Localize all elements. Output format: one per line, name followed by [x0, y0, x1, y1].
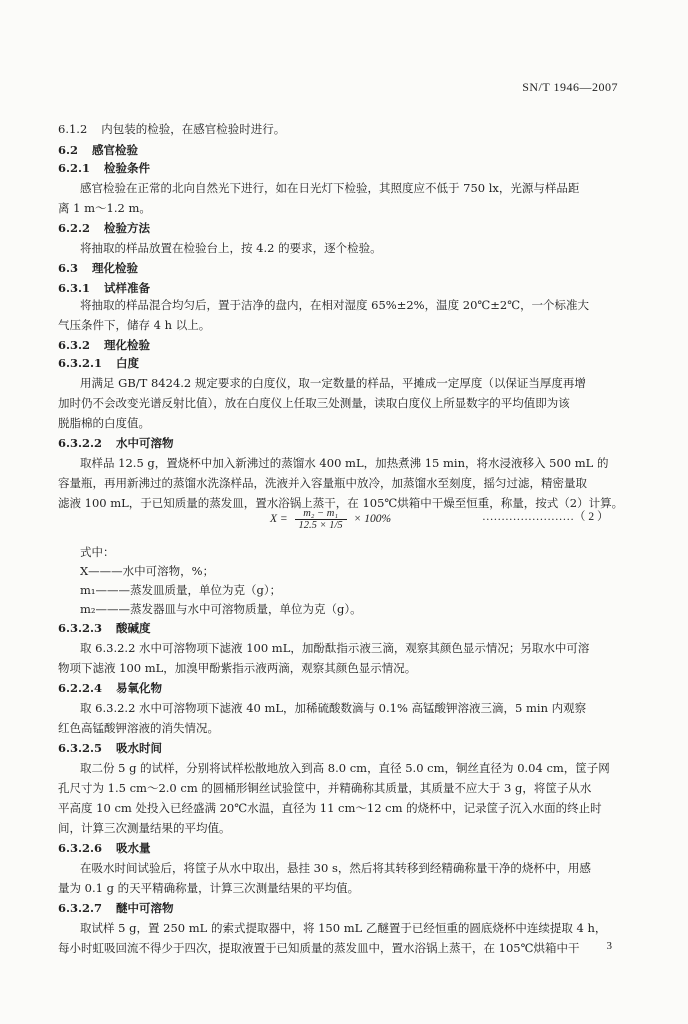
section-heading — [58, 680, 624, 696]
formula-numerator: m₂ − m₁ — [295, 508, 347, 520]
paragraph-line — [58, 780, 624, 796]
paragraph-line — [80, 860, 625, 876]
formula-fraction — [295, 508, 347, 531]
paragraph-line — [80, 640, 625, 656]
line-text: 离 1 m～1.2 m。 — [58, 201, 151, 215]
paragraph-line — [80, 375, 625, 391]
line-text: 检验条件 — [104, 161, 151, 175]
paragraph-line — [58, 800, 624, 816]
section-heading — [58, 337, 624, 353]
section-number: 6.1.2 — [58, 122, 88, 136]
line-text: 用满足 GB/T 8424.2 规定要求的白度仪，取一定数量的样品，平摊成一定厚度（以保证当厚度再增 — [80, 376, 586, 390]
section-number: 6.3.2.3 — [58, 621, 103, 635]
line-text: 醚中可溶物 — [116, 901, 174, 915]
paragraph-line — [58, 121, 624, 137]
section-heading — [58, 160, 624, 176]
paragraph-line — [80, 240, 625, 256]
section-number: 6.3 — [58, 261, 79, 275]
paragraph-line — [80, 544, 625, 560]
line-text: 在吸水时间试验后，将筐子从水中取出，悬挂 30 s，然后将其转移到经精确称量干净的烧杯中，用感 — [80, 861, 591, 875]
paragraph-line — [58, 475, 624, 491]
line-text: m₂———蒸发器皿与水中可溶物质量，单位为克（g）。 — [80, 602, 362, 616]
section-number: 6.2.2.4 — [58, 681, 103, 695]
line-text: 试样准备 — [104, 281, 151, 295]
section-number: 6.3.2.5 — [58, 741, 103, 755]
line-text: 取 6.3.2.2 水中可溶物项下滤液 40 mL，加稀硫酸数滴与 0.1% 高锰酸钾溶液三滴，5 min 内观察 — [80, 701, 587, 715]
line-text: m₁———蒸发皿质量，单位为克（g）； — [80, 583, 282, 597]
section-number: 6.3.2.6 — [58, 841, 103, 855]
line-text: 将抽取的样品混合均匀后，置于洁净的盘内，在相对湿度 65%±2%，温度 20℃±2℃，一个标准大 — [80, 298, 590, 312]
paragraph-line — [80, 563, 625, 579]
section-heading — [58, 280, 624, 296]
line-text: 酸碱度 — [116, 621, 151, 635]
paragraph-line — [58, 200, 624, 216]
line-text: 易氧化物 — [116, 681, 163, 695]
section-number: 6.3.2.2 — [58, 436, 103, 450]
line-text: 取二份 5 g 的试样，分别将试样松散地放入到高 8.0 cm，直径 5.0 cm，铜丝直径为 0.04 cm，筐子网 — [80, 761, 610, 775]
section-heading — [58, 260, 624, 276]
paragraph-line — [58, 720, 624, 736]
paragraph-line — [58, 940, 624, 956]
section-number: 6.2.1 — [58, 161, 91, 175]
paragraph-line — [80, 760, 625, 776]
section-number: 6.3.2.1 — [58, 356, 103, 370]
formula-factor: × 100% — [353, 513, 392, 526]
formula-number: ……………………（ 2 ） — [482, 511, 609, 523]
paragraph-line — [58, 880, 624, 896]
line-text: 检验方法 — [104, 221, 151, 235]
line-text: 每小时虹吸回流不得少于四次，提取液置于已知质量的蒸发皿中，置水浴锅上蒸干，在 105℃烘箱中干 — [58, 941, 580, 955]
section-number: 6.3.2.7 — [58, 901, 103, 915]
paragraph-line — [80, 920, 625, 936]
line-text: 间，计算三次测量结果的平均值。 — [58, 821, 231, 835]
section-number: 6.3.2 — [58, 338, 91, 352]
line-text: 吸水量 — [116, 841, 151, 855]
line-text: 感官检验 — [92, 143, 139, 157]
section-heading — [58, 220, 624, 236]
section-heading — [58, 620, 624, 636]
section-heading — [58, 355, 624, 371]
line-text: 加时仍不会改变光谱反射比值），放在白度仪上任取三处测量，读取白度仪上所显数字的平均值即为该 — [58, 396, 570, 410]
line-text: 水中可溶物 — [116, 436, 174, 450]
formula-lhs: X — [270, 513, 278, 526]
section-heading — [58, 142, 624, 158]
line-text: 吸水时间 — [116, 741, 163, 755]
formula-denominator: 12.5 × 1/5 — [298, 520, 343, 531]
line-text: 滤液 100 mL，于已知质量的蒸发皿，置水浴锅上蒸干，在 105℃烘箱中干燥至恒重，称量，按式（2）计算。 — [58, 496, 624, 510]
document-header: SN/T 1946—2007 — [522, 80, 618, 94]
line-text: 取样品 12.5 g，置烧杯中加入新沸过的蒸馏水 400 mL，加热煮沸 15 min，将水浸液移入 500 mL 的 — [80, 456, 609, 470]
section-number: 6.3.1 — [58, 281, 91, 295]
line-text: 孔尺寸为 1.5 cm～2.0 cm 的圆桶形铜丝试验筐中，并精确称其质量，其质量不应大于 3 g，将筐子从水 — [58, 781, 592, 795]
section-heading — [58, 900, 624, 916]
line-text: 物项下滤液 100 mL，加溴甲酚紫指示液两滴，观察其颜色显示情况。 — [58, 661, 417, 675]
paragraph-line — [80, 297, 625, 313]
line-text: 量为 0.1 g 的天平精确称量，计算三次测量结果的平均值。 — [58, 881, 360, 895]
paragraph-line — [58, 660, 624, 676]
line-text: 式中： — [80, 545, 115, 559]
line-text: 红色高锰酸钾溶液的消失情况。 — [58, 721, 219, 735]
section-number: 6.2.2 — [58, 221, 91, 235]
formula-2 — [270, 508, 391, 531]
paragraph-line — [80, 582, 625, 598]
formula-eq: = — [279, 513, 288, 526]
section-heading — [58, 435, 624, 451]
line-text: 取 6.3.2.2 水中可溶物项下滤液 100 mL，加酚酞指示液三滴，观察其颜色显示情况；另取水中可溶 — [80, 641, 590, 655]
line-text: 取试样 5 g，置 250 mL 的索式提取器中，将 150 mL 乙醚置于已经恒重的圆底烧杯中连续提取 4 h， — [80, 921, 607, 935]
line-text: 容量瓶，再用新沸过的蒸馏水洗涤样品，洗液并入容量瓶中放冷，加蒸馏水至刻度，摇匀过滤，精密量取 — [58, 476, 587, 490]
section-heading — [58, 740, 624, 756]
paragraph-line — [58, 395, 624, 411]
paragraph-line — [80, 601, 625, 617]
line-text: X———水中可溶物，%； — [80, 564, 215, 578]
line-text: 白度 — [116, 356, 140, 370]
line-text: 理化检验 — [104, 338, 151, 352]
line-text: 理化检验 — [92, 261, 139, 275]
section-heading — [58, 840, 624, 856]
line-text: 脱脂棉的白度值。 — [58, 416, 150, 430]
line-text: 平高度 10 cm 处投入已经盛满 20℃水温，直径为 11 cm～12 cm 的烧杯中，记录筐子沉入水面的终止时 — [58, 801, 602, 815]
paragraph-line — [80, 455, 625, 471]
paragraph-line — [58, 415, 624, 431]
paragraph-line — [80, 700, 625, 716]
page-number: 3 — [606, 940, 612, 952]
line-text: 内包装的检验，在感官检验时进行。 — [101, 122, 286, 136]
paragraph-line — [58, 820, 624, 836]
line-text: 感官检验在正常的北向自然光下进行，如在日光灯下检验，其照度应不低于 750 lx，光源与样品距 — [80, 181, 580, 195]
paragraph-line — [58, 317, 624, 333]
line-text: 气压条件下，储存 4 h 以上。 — [58, 318, 211, 332]
line-text: 将抽取的样品放置在检验台上，按 4.2 的要求，逐个检验。 — [80, 241, 382, 255]
section-number: 6.2 — [58, 143, 79, 157]
paragraph-line — [80, 180, 625, 196]
